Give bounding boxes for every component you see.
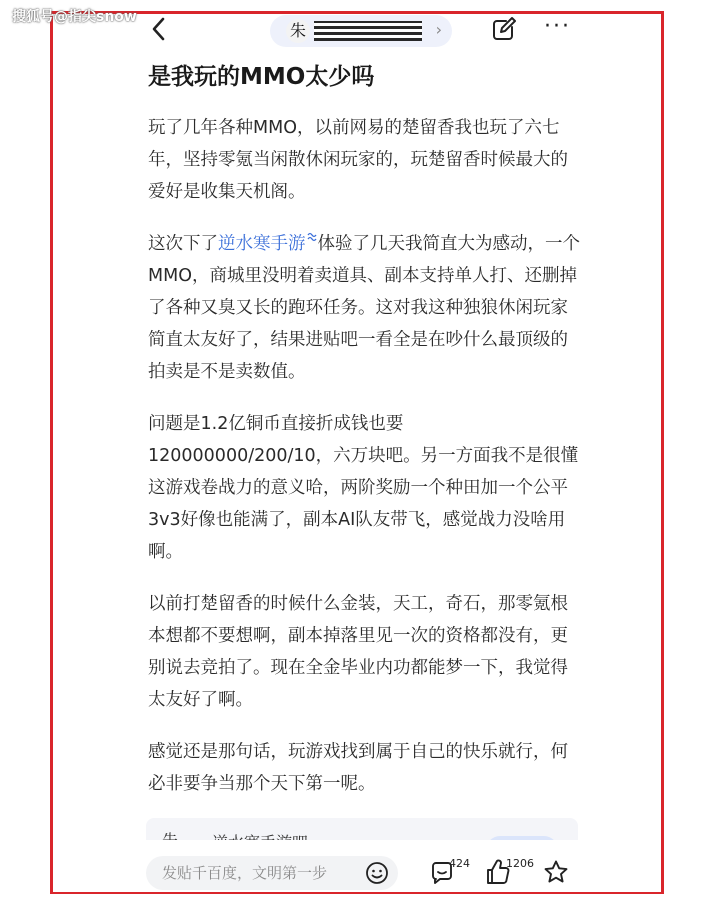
post-paragraph-1: 玩了几年各种MMO，以前网易的楚留香我也玩了六七年，坚持零氪当闲散休闲玩家的，玩楚留香时候最大的爱好是收集天机阁。 xyxy=(148,118,568,202)
post-content xyxy=(148,112,580,820)
post-paragraph-5: 感觉还是那句话，玩游戏找到属于自己的快乐就行，何必非要争当那个天下第一呢。 xyxy=(148,742,568,794)
paragraph-text: 这次下了 xyxy=(148,234,218,254)
forum-name-redacted xyxy=(314,21,422,41)
post-paragraph-4: 以前打楚留香的时候什么金装，天工，奇石，那零氪根本想都不要想啊，副本掉落里见一次的资格都没有，更别说去竞拍了。现在全金毕业内功都能梦一下，我觉得太友好了啊。 xyxy=(148,594,568,710)
like-count: 1206 xyxy=(506,857,534,870)
chevron-right-icon: › xyxy=(435,20,442,39)
comment-count: 424 xyxy=(449,857,470,870)
post-paragraph-2 xyxy=(148,228,580,388)
watermark-text: 搜狐号@指尖snow xyxy=(12,9,137,25)
more-options-icon[interactable]: ··· xyxy=(544,14,571,39)
bottom-action-bar xyxy=(53,840,661,892)
forum-name xyxy=(314,25,392,40)
link-badge-icon xyxy=(306,231,318,243)
forum-avatar: 朱 xyxy=(286,19,310,43)
post-title: 是我玩的MMO太少吗 xyxy=(148,64,375,90)
emoji-icon[interactable] xyxy=(365,861,389,885)
post-paragraph-3: 问题是1.2亿铜币直接折成钱也要120000000/200/10，六万块吧。另一方面我不是很懂这游戏卷战力的意义哈，两阶奖励一个种田加一个公平3v3好像也能满了，副本AI队友带飞，感觉战力没啥用啊。 xyxy=(148,414,579,562)
star-icon[interactable] xyxy=(543,859,569,885)
forum-header-pill[interactable] xyxy=(270,15,452,47)
edit-icon[interactable] xyxy=(491,16,517,42)
forum-link[interactable]: 逆水寒手游 xyxy=(218,234,306,254)
chevron-left-icon xyxy=(149,15,169,43)
paragraph-text: 体验了几天我简直大为感动，一个MMO，商城里没明着卖道具、副本支持单人打、还删掉了各种又臭又长的跑环任务。这对我这种独狼休闲玩家简直太友好了，结果进贴吧一看全是在吵什么最顶级的拍卖是不是卖数值。 xyxy=(148,234,580,382)
reply-input[interactable] xyxy=(146,856,398,890)
top-navigation-bar xyxy=(141,12,589,50)
back-button[interactable] xyxy=(149,15,169,49)
